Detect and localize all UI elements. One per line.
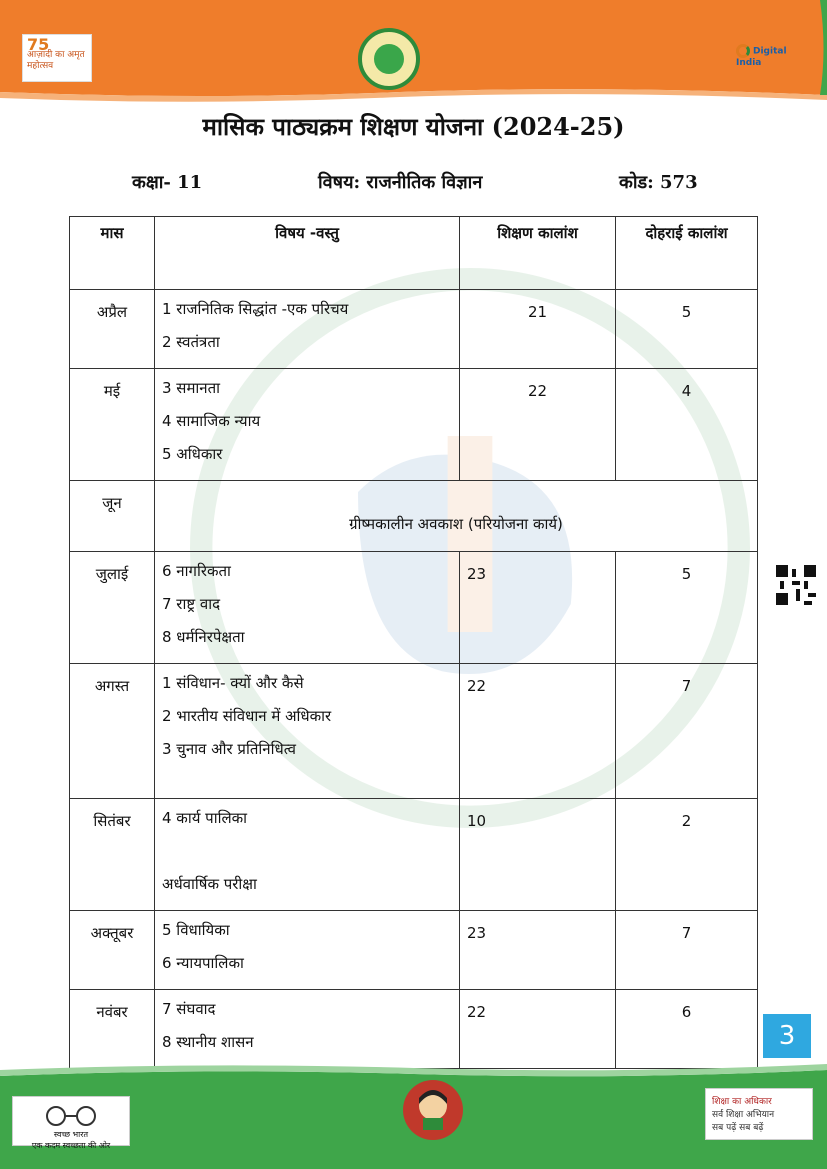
topics-cell <box>155 990 460 1069</box>
spectacles-icon <box>41 1105 101 1127</box>
topic-item: 6 न्यायपालिका <box>162 954 244 972</box>
teaching-cell: 10 <box>460 799 616 911</box>
header-teaching-periods: शिक्षण कालांश <box>460 217 616 290</box>
topic-item: 5 विधायिका <box>162 921 230 939</box>
header-topics: विषय -वस्तु <box>155 217 460 290</box>
month-cell: जून <box>70 481 155 552</box>
beti-bachao-beti-padhao-icon <box>402 1072 464 1148</box>
topic-item: अर्धवार्षिक परीक्षा <box>162 875 257 893</box>
table-row <box>70 664 758 799</box>
month-cell: नवंबर <box>70 990 155 1069</box>
revision-cell: 7 <box>616 664 758 799</box>
month-cell: अप्रैल <box>70 290 155 369</box>
topics-cell <box>155 911 460 990</box>
topic-item: 2 भारतीय संविधान में अधिकार <box>162 707 332 725</box>
syllabus-table <box>69 216 758 1069</box>
topic-item: 5 अधिकार <box>162 445 223 463</box>
month-cell: अक्तूबर <box>70 911 155 990</box>
topics-cell <box>155 799 460 911</box>
subject-label: विषय: राजनीतिक विज्ञान <box>318 172 483 193</box>
table-row <box>70 290 758 369</box>
topic-item: 4 सामाजिक न्याय <box>162 412 261 430</box>
qr-code-icon[interactable] <box>776 565 816 605</box>
table-row <box>70 552 758 664</box>
topic-item: 3 चुनाव और प्रतिनिधित्व <box>162 740 297 758</box>
teaching-cell: 23 <box>460 911 616 990</box>
table-header-row <box>70 217 758 290</box>
topic-item <box>162 838 452 871</box>
topic-item: 8 स्थानीय शासन <box>162 1033 254 1051</box>
vacation-note: ग्रीष्मकालीन अवकाश (परियोजना कार्य) <box>155 481 758 552</box>
topics-cell <box>155 369 460 481</box>
topic-item: 7 राष्ट्र वाद <box>162 595 221 613</box>
topic-item: 4 कार्य पालिका <box>162 809 248 827</box>
table-row <box>70 911 758 990</box>
topic-item: 8 धर्मनिरपेक्षता <box>162 628 245 646</box>
header-revision-periods: दोहराई कालांश <box>616 217 758 290</box>
table-row <box>70 990 758 1069</box>
revision-cell: 5 <box>616 552 758 664</box>
digital-india-logo: Digital India <box>736 44 806 70</box>
revision-cell: 6 <box>616 990 758 1069</box>
revision-cell: 4 <box>616 369 758 481</box>
right-to-education-logo: शिक्षा का अधिकार सर्व शिक्षा अभियान सब पढ़ें सब बढ़ें <box>705 1088 813 1140</box>
topic-item: 1 राजनितिक सिद्धांत -एक परिचय <box>162 300 349 318</box>
month-cell: जुलाई <box>70 552 155 664</box>
azadi-ka-amrit-mahotsav-logo: 75 आज़ादी का अमृत महोत्सव <box>22 34 92 82</box>
haryana-school-board-seal-icon <box>358 28 420 90</box>
topics-cell <box>155 552 460 664</box>
topic-item: 1 संविधान- क्यों और कैसे <box>162 674 304 692</box>
digital-india-icon <box>736 44 750 58</box>
teaching-cell: 22 <box>460 990 616 1069</box>
teaching-cell: 22 <box>460 664 616 799</box>
revision-cell: 2 <box>616 799 758 911</box>
header-month: मास <box>70 217 155 290</box>
month-cell: मई <box>70 369 155 481</box>
code-label: कोड: 573 <box>619 172 698 193</box>
revision-cell: 7 <box>616 911 758 990</box>
topics-cell <box>155 664 460 799</box>
page-number-badge: 3 <box>763 1014 811 1058</box>
topic-item: 3 समानता <box>162 379 221 397</box>
month-cell: सितंबर <box>70 799 155 911</box>
month-cell: अगस्त <box>70 664 155 799</box>
teaching-cell: 21 <box>460 290 616 369</box>
table-row <box>70 799 758 911</box>
revision-cell: 5 <box>616 290 758 369</box>
table-row <box>70 369 758 481</box>
class-label: कक्षा- 11 <box>132 172 203 193</box>
topic-item: 2 स्वतंत्रता <box>162 333 220 351</box>
table-row <box>70 481 758 552</box>
teaching-cell: 23 <box>460 552 616 664</box>
swachh-bharat-logo: स्वच्छ भारत एक कदम स्वच्छता की ओर <box>12 1096 130 1146</box>
teaching-cell: 22 <box>460 369 616 481</box>
topic-item: 6 नागरिकता <box>162 562 231 580</box>
topics-cell <box>155 290 460 369</box>
page-title: मासिक पाठ्यक्रम शिक्षण योजना (2024-25) <box>202 112 625 141</box>
topic-item: 7 संघवाद <box>162 1000 216 1018</box>
